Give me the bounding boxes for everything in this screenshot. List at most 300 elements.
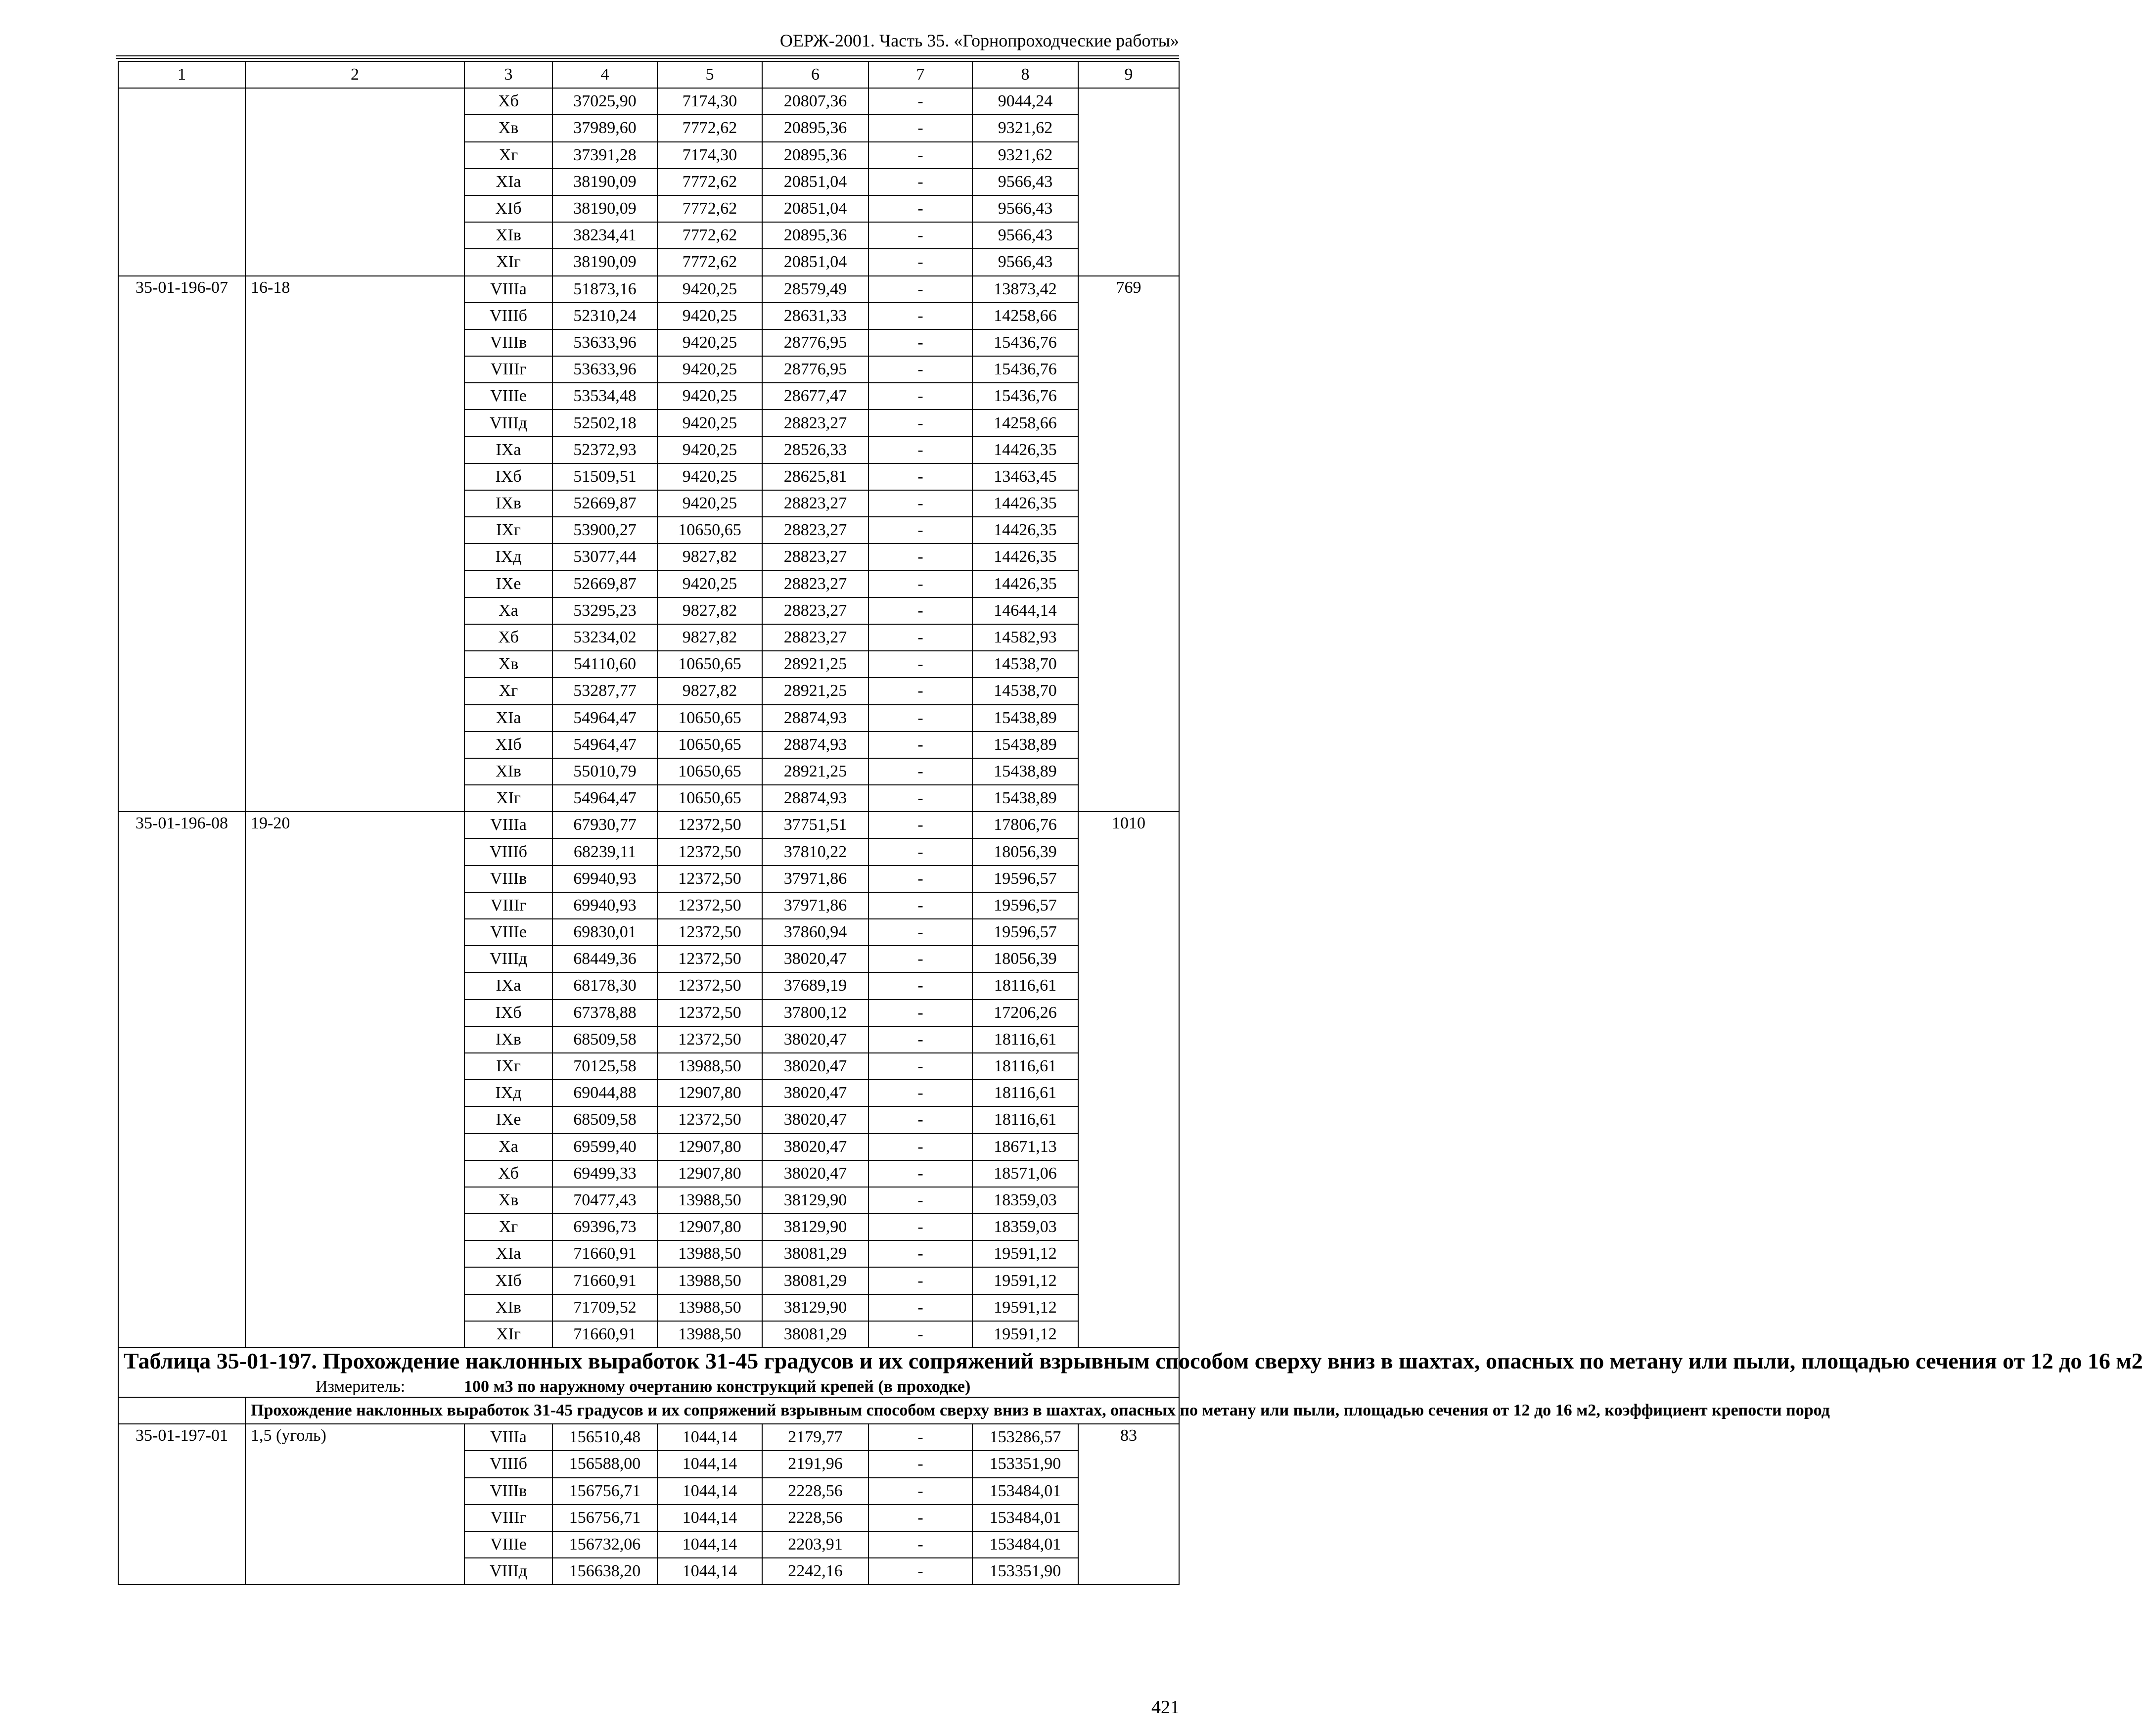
machine-cost: 37751,51: [762, 812, 868, 838]
machine-cost: 2228,56: [762, 1505, 868, 1531]
total-cost: 54964,47: [552, 785, 657, 812]
labor-cost: 10650,65: [657, 731, 762, 758]
driver-wage: -: [868, 1478, 972, 1505]
material-cost: 14258,66: [972, 410, 1078, 436]
material-cost: 9566,43: [972, 169, 1078, 195]
machine-cost: 28579,49: [762, 276, 868, 303]
total-cost: 53900,27: [552, 517, 657, 544]
region-code: IXа: [464, 437, 552, 463]
driver-wage: -: [868, 866, 972, 892]
driver-wage: -: [868, 222, 972, 249]
region-code: Xв: [464, 1187, 552, 1214]
total-cost: 53633,96: [552, 329, 657, 356]
total-cost: 69499,33: [552, 1160, 657, 1187]
column-number: 2: [245, 61, 464, 88]
labor-hours: 83: [1078, 1424, 1179, 1585]
machine-cost: 37860,94: [762, 919, 868, 946]
driver-wage: -: [868, 812, 972, 838]
material-cost: 19591,12: [972, 1321, 1078, 1348]
total-cost: 69044,88: [552, 1080, 657, 1106]
driver-wage: -: [868, 195, 972, 222]
driver-wage: -: [868, 490, 972, 517]
machine-cost: 38020,47: [762, 1026, 868, 1053]
meter-value: 100 м3 по наружному очертанию конструкций крепей (в проходке): [464, 1377, 971, 1396]
labor-cost: 9420,25: [657, 356, 762, 383]
region-code: IXе: [464, 571, 552, 597]
region-code: VIIIб: [464, 303, 552, 329]
column-number: 3: [464, 61, 552, 88]
machine-cost: 38020,47: [762, 1160, 868, 1187]
machine-cost: 20895,36: [762, 222, 868, 249]
driver-wage: -: [868, 88, 972, 115]
material-cost: 17206,26: [972, 1000, 1078, 1026]
region-code: XIг: [464, 249, 552, 275]
machine-cost: 38020,47: [762, 1053, 868, 1080]
region-code: VIIIе: [464, 1531, 552, 1558]
labor-cost: 10650,65: [657, 785, 762, 812]
region-code: VIIIг: [464, 892, 552, 919]
driver-wage: -: [868, 1240, 972, 1267]
machine-cost: 37971,86: [762, 892, 868, 919]
total-cost: 53234,02: [552, 624, 657, 651]
driver-wage: -: [868, 731, 972, 758]
labor-cost: 12372,50: [657, 892, 762, 919]
material-cost: 153351,90: [972, 1558, 1078, 1585]
driver-wage: -: [868, 571, 972, 597]
total-cost: 37025,90: [552, 88, 657, 115]
total-cost: 38190,09: [552, 249, 657, 275]
region-code: XIг: [464, 785, 552, 812]
region-code: XIб: [464, 1267, 552, 1294]
driver-wage: -: [868, 142, 972, 169]
labor-hours: 769: [1078, 276, 1179, 812]
driver-wage: -: [868, 383, 972, 410]
region-code: IXв: [464, 1026, 552, 1053]
machine-cost: 28776,95: [762, 329, 868, 356]
rate-code: 35-01-197-01: [118, 1424, 245, 1585]
total-cost: 38190,09: [552, 195, 657, 222]
machine-cost: 38081,29: [762, 1321, 868, 1348]
labor-cost: 1044,14: [657, 1424, 762, 1451]
rate-code: 35-01-196-07: [118, 276, 245, 812]
labor-cost: 1044,14: [657, 1531, 762, 1558]
region-code: IXд: [464, 1080, 552, 1106]
table-row: [118, 88, 1179, 115]
region-code: IXв: [464, 490, 552, 517]
material-cost: 18116,61: [972, 1106, 1078, 1133]
total-cost: 53077,44: [552, 544, 657, 570]
labor-cost: 9827,82: [657, 544, 762, 570]
region-code: XIа: [464, 705, 552, 731]
total-cost: 156732,06: [552, 1531, 657, 1558]
labor-cost: 9827,82: [657, 624, 762, 651]
labor-cost: 13988,50: [657, 1321, 762, 1348]
labor-cost: 7772,62: [657, 169, 762, 195]
page-number: 421: [1151, 1697, 1180, 1718]
material-cost: 14426,35: [972, 544, 1078, 570]
material-cost: 13873,42: [972, 276, 1078, 303]
region-code: VIIIв: [464, 329, 552, 356]
driver-wage: -: [868, 303, 972, 329]
material-cost: 14426,35: [972, 517, 1078, 544]
region-code: VIIIд: [464, 946, 552, 972]
labor-cost: 9420,25: [657, 490, 762, 517]
machine-cost: 28921,25: [762, 651, 868, 678]
region-code: IXб: [464, 1000, 552, 1026]
machine-cost: 20851,04: [762, 249, 868, 275]
labor-cost: 10650,65: [657, 705, 762, 731]
total-cost: 38190,09: [552, 169, 657, 195]
labor-cost: 9827,82: [657, 597, 762, 624]
machine-cost: 2228,56: [762, 1478, 868, 1505]
labor-cost: 9420,25: [657, 303, 762, 329]
region-code: XIа: [464, 169, 552, 195]
labor-cost: 9420,25: [657, 463, 762, 490]
total-cost: 51873,16: [552, 276, 657, 303]
column-number: 1: [118, 61, 245, 88]
driver-wage: -: [868, 838, 972, 865]
region-code: Xв: [464, 651, 552, 678]
material-cost: 14644,14: [972, 597, 1078, 624]
machine-cost: 28874,93: [762, 731, 868, 758]
labor-hours: [1078, 88, 1179, 275]
total-cost: 52669,87: [552, 490, 657, 517]
labor-cost: 10650,65: [657, 651, 762, 678]
material-cost: 17806,76: [972, 812, 1078, 838]
machine-cost: 28677,47: [762, 383, 868, 410]
material-cost: 14538,70: [972, 678, 1078, 704]
total-cost: 69940,93: [552, 866, 657, 892]
machine-cost: 38020,47: [762, 1134, 868, 1160]
material-cost: 153484,01: [972, 1478, 1078, 1505]
machine-cost: 2203,91: [762, 1531, 868, 1558]
material-cost: 153351,90: [972, 1451, 1078, 1477]
labor-cost: 7772,62: [657, 249, 762, 275]
region-code: IXб: [464, 463, 552, 490]
material-cost: 14426,35: [972, 571, 1078, 597]
material-cost: 18116,61: [972, 1080, 1078, 1106]
labor-cost: 13988,50: [657, 1267, 762, 1294]
machine-cost: 28625,81: [762, 463, 868, 490]
labor-cost: 13988,50: [657, 1240, 762, 1267]
region-code: XIв: [464, 758, 552, 785]
region-code: VIIIд: [464, 410, 552, 436]
total-cost: 71660,91: [552, 1267, 657, 1294]
machine-cost: 20895,36: [762, 142, 868, 169]
table-row: [118, 276, 1179, 303]
material-cost: 19591,12: [972, 1267, 1078, 1294]
labor-cost: 1044,14: [657, 1451, 762, 1477]
total-cost: 156756,71: [552, 1478, 657, 1505]
column-number: 7: [868, 61, 972, 88]
total-cost: 52310,24: [552, 303, 657, 329]
total-cost: 68239,11: [552, 838, 657, 865]
total-cost: 69940,93: [552, 892, 657, 919]
labor-cost: 9827,82: [657, 678, 762, 704]
driver-wage: -: [868, 115, 972, 141]
labor-cost: 7772,62: [657, 195, 762, 222]
total-cost: 71660,91: [552, 1321, 657, 1348]
region-code: VIIIе: [464, 919, 552, 946]
driver-wage: -: [868, 758, 972, 785]
material-cost: 15436,76: [972, 383, 1078, 410]
material-cost: 9044,24: [972, 88, 1078, 115]
driver-wage: -: [868, 705, 972, 731]
driver-wage: -: [868, 1531, 972, 1558]
region-code: VIIIб: [464, 838, 552, 865]
material-cost: 15438,89: [972, 705, 1078, 731]
labor-cost: 9420,25: [657, 571, 762, 597]
driver-wage: -: [868, 249, 972, 275]
material-cost: 9566,43: [972, 249, 1078, 275]
driver-wage: -: [868, 1187, 972, 1214]
section-title-row: [118, 1348, 1179, 1397]
labor-cost: 9420,25: [657, 329, 762, 356]
total-cost: 38234,41: [552, 222, 657, 249]
total-cost: 52669,87: [552, 571, 657, 597]
material-cost: 19591,12: [972, 1240, 1078, 1267]
labor-cost: 9420,25: [657, 437, 762, 463]
driver-wage: -: [868, 1505, 972, 1531]
total-cost: 69599,40: [552, 1134, 657, 1160]
driver-wage: -: [868, 517, 972, 544]
material-cost: 18116,61: [972, 972, 1078, 999]
driver-wage: -: [868, 678, 972, 704]
region-code: VIIIг: [464, 1505, 552, 1531]
region-code: Xа: [464, 1134, 552, 1160]
driver-wage: -: [868, 1294, 972, 1321]
region-code: IXг: [464, 517, 552, 544]
material-cost: 15436,76: [972, 356, 1078, 383]
table-row: [118, 812, 1179, 838]
region-code: VIIIв: [464, 866, 552, 892]
driver-wage: -: [868, 410, 972, 436]
rate-code: [118, 88, 245, 275]
total-cost: 71660,91: [552, 1240, 657, 1267]
material-cost: 9321,62: [972, 142, 1078, 169]
labor-cost: 13988,50: [657, 1187, 762, 1214]
region-code: Xв: [464, 115, 552, 141]
labor-cost: 1044,14: [657, 1505, 762, 1531]
labor-cost: 9420,25: [657, 410, 762, 436]
labor-cost: 12372,50: [657, 919, 762, 946]
material-cost: 18056,39: [972, 946, 1078, 972]
total-cost: 51509,51: [552, 463, 657, 490]
region-code: XIа: [464, 1240, 552, 1267]
driver-wage: -: [868, 437, 972, 463]
labor-cost: 12907,80: [657, 1134, 762, 1160]
driver-wage: -: [868, 1214, 972, 1240]
machine-cost: 20807,36: [762, 88, 868, 115]
material-cost: 14538,70: [972, 651, 1078, 678]
material-cost: 19596,57: [972, 866, 1078, 892]
column-number-row: [118, 61, 1179, 88]
column-number: 6: [762, 61, 868, 88]
material-cost: 153286,57: [972, 1424, 1078, 1451]
material-cost: 18116,61: [972, 1026, 1078, 1053]
total-cost: 71709,52: [552, 1294, 657, 1321]
material-cost: 13463,45: [972, 463, 1078, 490]
total-cost: 156588,00: [552, 1451, 657, 1477]
header-rule-double: [116, 58, 1179, 59]
machine-cost: 38129,90: [762, 1294, 868, 1321]
labor-cost: 7772,62: [657, 222, 762, 249]
region-code: Xб: [464, 624, 552, 651]
region-code: VIIIг: [464, 356, 552, 383]
driver-wage: -: [868, 892, 972, 919]
driver-wage: -: [868, 544, 972, 570]
material-cost: 14426,35: [972, 490, 1078, 517]
region-code: XIв: [464, 1294, 552, 1321]
machine-cost: 38129,90: [762, 1214, 868, 1240]
total-cost: 156756,71: [552, 1505, 657, 1531]
machine-cost: 2191,96: [762, 1451, 868, 1477]
material-cost: 9566,43: [972, 195, 1078, 222]
driver-wage: -: [868, 785, 972, 812]
machine-cost: 38129,90: [762, 1187, 868, 1214]
total-cost: 67930,77: [552, 812, 657, 838]
labor-hours: 1010: [1078, 812, 1179, 1348]
material-cost: 15436,76: [972, 329, 1078, 356]
machine-cost: 28823,27: [762, 517, 868, 544]
material-cost: 19591,12: [972, 1294, 1078, 1321]
driver-wage: -: [868, 1080, 972, 1106]
material-cost: 14426,35: [972, 437, 1078, 463]
region-code: IXд: [464, 544, 552, 570]
total-cost: 67378,88: [552, 1000, 657, 1026]
machine-cost: 28823,27: [762, 597, 868, 624]
total-cost: 37989,60: [552, 115, 657, 141]
material-cost: 15438,89: [972, 785, 1078, 812]
machine-cost: 28874,93: [762, 785, 868, 812]
material-cost: 14258,66: [972, 303, 1078, 329]
region-code: Xг: [464, 678, 552, 704]
material-cost: 18359,03: [972, 1214, 1078, 1240]
machine-cost: 28776,95: [762, 356, 868, 383]
machine-cost: 20895,36: [762, 115, 868, 141]
driver-wage: -: [868, 1134, 972, 1160]
driver-wage: -: [868, 597, 972, 624]
total-cost: 68509,58: [552, 1026, 657, 1053]
region-code: VIIIа: [464, 812, 552, 838]
meter-label: Измеритель:: [316, 1377, 406, 1396]
column-number: 4: [552, 61, 657, 88]
driver-wage: -: [868, 1026, 972, 1053]
driver-wage: -: [868, 463, 972, 490]
labor-cost: 13988,50: [657, 1294, 762, 1321]
material-cost: 9321,62: [972, 115, 1078, 141]
meter-line: [124, 1377, 1174, 1397]
labor-cost: 12907,80: [657, 1214, 762, 1240]
labor-cost: 12372,50: [657, 946, 762, 972]
region-code: VIIIе: [464, 383, 552, 410]
total-cost: 70477,43: [552, 1187, 657, 1214]
total-cost: 53295,23: [552, 597, 657, 624]
driver-wage: -: [868, 329, 972, 356]
machine-cost: 37810,22: [762, 838, 868, 865]
labor-cost: 7772,62: [657, 115, 762, 141]
labor-cost: 10650,65: [657, 517, 762, 544]
region-code: VIIIд: [464, 1558, 552, 1585]
machine-cost: 28921,25: [762, 678, 868, 704]
rate-parameter: [245, 88, 464, 275]
machine-cost: 28823,27: [762, 571, 868, 597]
machine-cost: 28874,93: [762, 705, 868, 731]
labor-cost: 7174,30: [657, 88, 762, 115]
material-cost: 18116,61: [972, 1053, 1078, 1080]
total-cost: 156510,48: [552, 1424, 657, 1451]
total-cost: 69396,73: [552, 1214, 657, 1240]
driver-wage: -: [868, 1558, 972, 1585]
driver-wage: -: [868, 1106, 972, 1133]
material-cost: 18359,03: [972, 1187, 1078, 1214]
total-cost: 52502,18: [552, 410, 657, 436]
total-cost: 53534,48: [552, 383, 657, 410]
labor-cost: 12907,80: [657, 1080, 762, 1106]
labor-cost: 12372,50: [657, 866, 762, 892]
region-code: XIб: [464, 195, 552, 222]
machine-cost: 20851,04: [762, 195, 868, 222]
machine-cost: 37800,12: [762, 1000, 868, 1026]
machine-cost: 37971,86: [762, 866, 868, 892]
machine-cost: 2179,77: [762, 1424, 868, 1451]
labor-cost: 7174,30: [657, 142, 762, 169]
material-cost: 15438,89: [972, 758, 1078, 785]
driver-wage: -: [868, 276, 972, 303]
section-title: Таблица 35-01-197. Прохождение наклонных выработок 31-45 градусов и их сопряжений взрывным способом сверху вниз в шахтах, опасных по метану или пыли, площадью сечения от 12 до 16 м2: [124, 1348, 2143, 1373]
machine-cost: 28526,33: [762, 437, 868, 463]
material-cost: 18571,06: [972, 1160, 1078, 1187]
machine-cost: 38081,29: [762, 1267, 868, 1294]
driver-wage: -: [868, 1053, 972, 1080]
material-cost: 153484,01: [972, 1505, 1078, 1531]
labor-cost: 12372,50: [657, 972, 762, 999]
region-code: Xб: [464, 88, 552, 115]
driver-wage: -: [868, 972, 972, 999]
machine-cost: 38020,47: [762, 946, 868, 972]
total-cost: 55010,79: [552, 758, 657, 785]
total-cost: 53287,77: [552, 678, 657, 704]
labor-cost: 10650,65: [657, 758, 762, 785]
labor-cost: 9420,25: [657, 383, 762, 410]
labor-cost: 12907,80: [657, 1160, 762, 1187]
region-code: VIIIв: [464, 1478, 552, 1505]
labor-cost: 12372,50: [657, 1000, 762, 1026]
machine-cost: 38020,47: [762, 1080, 868, 1106]
region-code: Xб: [464, 1160, 552, 1187]
labor-cost: 12372,50: [657, 1026, 762, 1053]
rate-parameter: 19-20: [245, 812, 464, 1348]
total-cost: 69830,01: [552, 919, 657, 946]
section-caption: Прохождение наклонных выработок 31-45 градусов и их сопряжений взрывным способом сверху вниз в шахтах, опасных по метану или пыли, площадью сечения от 12 до 16 м2, коэффициент крепости пород: [245, 1397, 1179, 1424]
total-cost: 68509,58: [552, 1106, 657, 1133]
machine-cost: 38020,47: [762, 1106, 868, 1133]
region-code: IXа: [464, 972, 552, 999]
material-cost: 9566,43: [972, 222, 1078, 249]
rate-parameter: 16-18: [245, 276, 464, 812]
total-cost: 156638,20: [552, 1558, 657, 1585]
material-cost: 15438,89: [972, 731, 1078, 758]
labor-cost: 1044,14: [657, 1478, 762, 1505]
material-cost: 18056,39: [972, 838, 1078, 865]
rate-code: 35-01-196-08: [118, 812, 245, 1348]
driver-wage: -: [868, 1424, 972, 1451]
region-code: XIб: [464, 731, 552, 758]
labor-cost: 9420,25: [657, 276, 762, 303]
machine-cost: 28823,27: [762, 544, 868, 570]
total-cost: 68449,36: [552, 946, 657, 972]
column-number: 8: [972, 61, 1078, 88]
